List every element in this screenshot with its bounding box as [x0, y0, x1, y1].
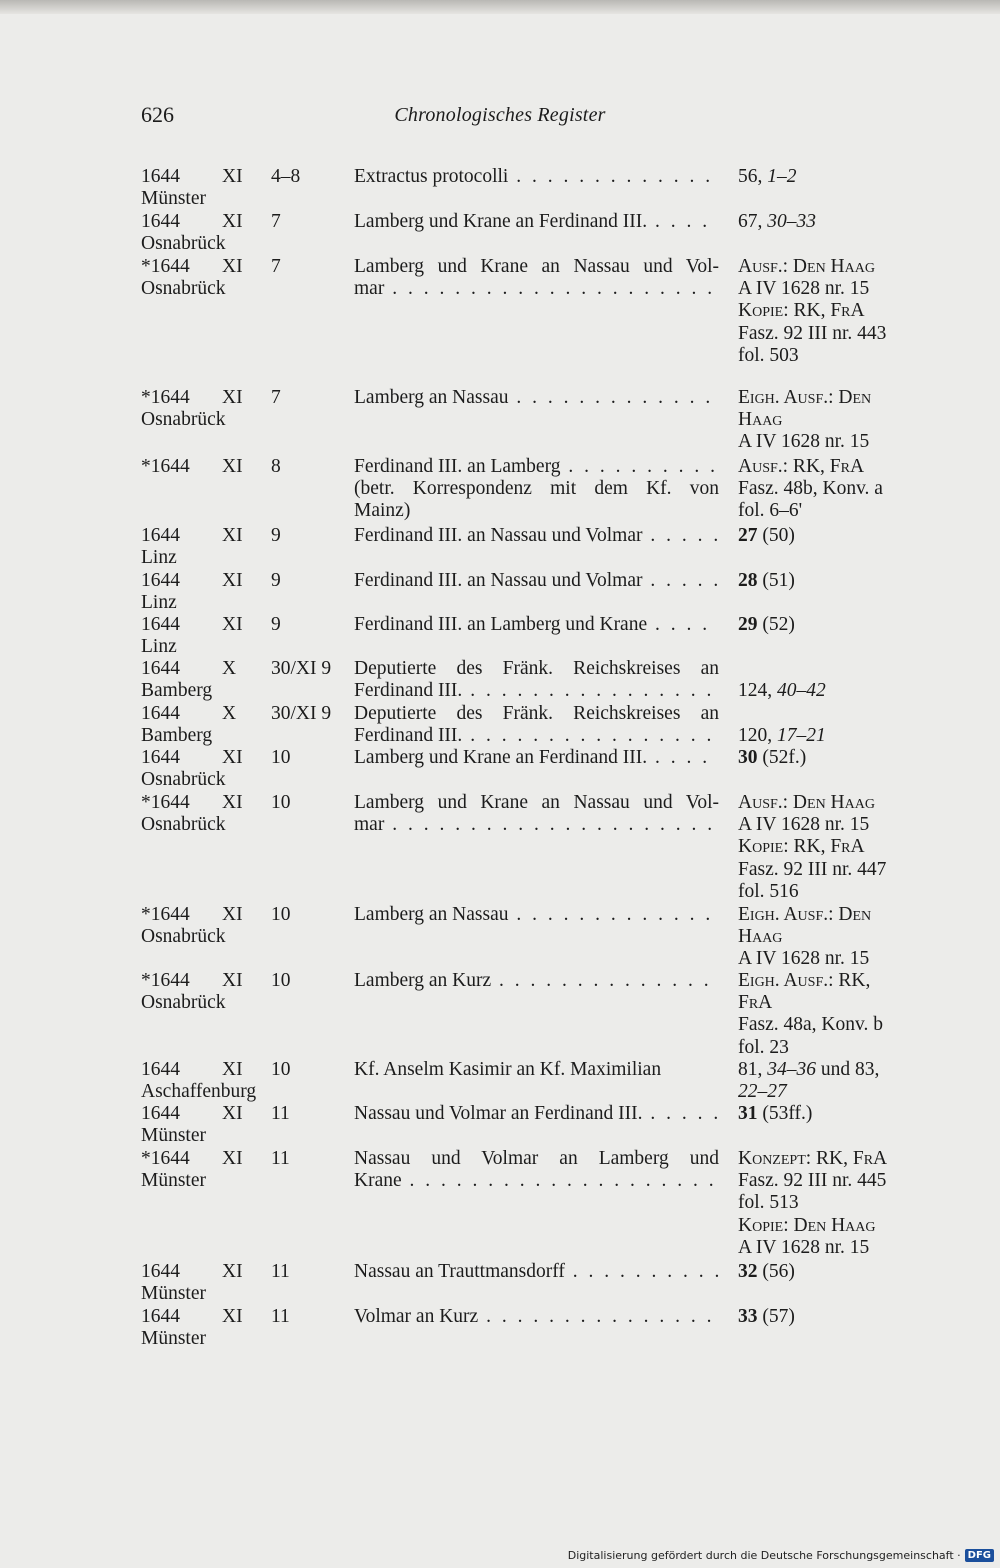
entry-day: 11 — [271, 1261, 290, 1282]
entry-place: Münster — [141, 1328, 206, 1349]
entry-reference: Ausf.: RK, FrA Fasz. 48b, Konv. a fol. 6–6' — [738, 456, 883, 522]
entry-reference: Eigh. Ausf.: Den Haag A IV 1628 nr. 15 — [738, 387, 872, 453]
entry-month: XI — [222, 1306, 243, 1327]
entry-description: Lamberg und Krane an Ferdinand III. . . . — [354, 747, 719, 769]
entry-day: 9 — [271, 614, 281, 635]
entry-reference: 27 (50) — [738, 525, 795, 546]
entry-day: 7 — [271, 211, 281, 232]
entry-description: Lamberg an Nassau . . . — [354, 387, 719, 409]
entry-month: XI — [222, 614, 243, 635]
entry-reference: 32 (56) — [738, 1261, 795, 1282]
entry-day: 10 — [271, 904, 291, 925]
entry-place: Linz — [141, 547, 177, 568]
entry-reference: Eigh. Ausf.: Den Haag A IV 1628 nr. 15 — [738, 904, 872, 970]
entry-month: XI — [222, 904, 243, 925]
ref-page: 56, — [738, 166, 768, 187]
entry-day: 7 — [271, 387, 281, 408]
entry-day: 11 — [271, 1103, 290, 1124]
entry-year: 1644 — [141, 1306, 180, 1327]
entry-description: Ferdinand III. an Nassau und Volmar . . . — [354, 525, 719, 547]
entry-month: XI — [222, 570, 243, 591]
entry-place: Bamberg — [141, 725, 213, 746]
entry-day: 30/XI 9 — [271, 658, 332, 679]
entry-year: *1644 — [141, 1148, 190, 1169]
entry-place: Bamberg — [141, 680, 213, 701]
page-number: 626 — [141, 102, 174, 127]
entry-year: 1644 — [141, 747, 180, 768]
entry-month: XI — [222, 525, 243, 546]
entry-description: Volmar an Kurz . . . — [354, 1306, 719, 1328]
entry-month: XI — [222, 792, 243, 813]
entry-place: Osnabrück — [141, 233, 226, 254]
entry-reference: 124, 40–42 — [738, 680, 826, 702]
entry-place: Münster — [141, 188, 206, 209]
entry-year: 1644 — [141, 1059, 180, 1080]
entry-description: Kf. Anselm Kasimir an Kf. Maximilian — [354, 1059, 662, 1080]
entry-description: Deputierte des Fränk. Reichskreises an Ferdinand III. . . . — [354, 658, 719, 702]
entry-place: Münster — [141, 1283, 206, 1304]
entry-description: Nassau und Volmar an Ferdinand III. . . . — [354, 1103, 719, 1125]
entry-month: XI — [222, 456, 243, 477]
entry-year: *1644 — [141, 904, 190, 925]
entry-reference: Eigh. Ausf.: RK, FrA Fasz. 48a, Konv. b fol. 23 — [738, 970, 883, 1058]
entry-description: Lamberg an Kurz . . . — [354, 970, 719, 992]
entry-year: *1644 — [141, 970, 190, 991]
entry-reference: Ausf.: Den Haag A IV 1628 nr. 15 Kopie: RK, FrA Fasz. 92 III nr. 443 fol. 503 — [738, 256, 887, 366]
entry-day: 9 — [271, 570, 281, 591]
entry-place: Linz — [141, 592, 177, 613]
entry-year: 1644 — [141, 525, 180, 546]
entry-description: Lamberg an Nassau . . . — [354, 904, 719, 926]
entry-day: 7 — [271, 256, 281, 277]
entry-reference: 29 (52) — [738, 614, 795, 635]
entry-year: 1644 — [141, 614, 180, 635]
entry-month: XI — [222, 1148, 243, 1169]
entry-reference: 33 (57) — [738, 1306, 795, 1327]
entry-place: Osnabrück — [141, 926, 226, 947]
entry-month: XI — [222, 970, 243, 991]
entry-day: 30/XI 9 — [271, 703, 332, 724]
entry-reference: Ausf.: Den Haag A IV 1628 nr. 15 Kopie: RK, FrA Fasz. 92 III nr. 447 fol. 516 — [738, 792, 887, 902]
entry-day: 9 — [271, 525, 281, 546]
entry-day: 10 — [271, 1059, 291, 1080]
entry-description: Ferdinand III. an Lamberg und Krane . . . — [354, 614, 719, 636]
entry-day: 8 — [271, 456, 281, 477]
ref-lines: 1–2 — [767, 166, 797, 187]
entry-day: 10 — [271, 792, 291, 813]
entry-reference: Konzept: RK, FrA Fasz. 92 III nr. 445 fol. 513 Kopie: Den Haag A IV 1628 nr. 15 — [738, 1148, 888, 1258]
entry-month: XI — [222, 1261, 243, 1282]
entry-month: X — [222, 703, 237, 724]
entry-description: Extractus protocolli . . . — [354, 166, 719, 188]
entry-year: 1644 — [141, 166, 180, 187]
entry-reference: 30 (52f.) — [738, 747, 807, 768]
entry-description: Nassau an Trauttmansdorff . . . — [354, 1261, 719, 1283]
entry-reference: 67, 30–33 — [738, 211, 816, 232]
entry-description: Nassau und Volmar an Lamberg und Krane . . . — [354, 1148, 719, 1192]
entry-description: Ferdinand III. an Nassau und Volmar . . . — [354, 570, 719, 592]
entry-year: *1644 — [141, 456, 190, 477]
entry-description: Lamberg und Krane an Nassau und Vol- mar . . . — [354, 792, 719, 836]
entry-place: Aschaffenburg — [141, 1081, 257, 1102]
entry-place: Linz — [141, 636, 177, 657]
entry-description: Lamberg und Krane an Ferdinand III. . . . — [354, 211, 719, 233]
entry-month: X — [222, 658, 237, 679]
entry-month: XI — [222, 166, 243, 187]
credit-text: Digitalisierung gefördert durch die Deutsche Forschungsgemeinschaft · — [567, 1549, 961, 1562]
entry-day: 10 — [271, 747, 291, 768]
digitization-credit — [568, 1549, 994, 1562]
entry-day: 11 — [271, 1306, 290, 1327]
entry-reference: 31 (53ff.) — [738, 1103, 813, 1124]
entry-year: 1644 — [141, 1261, 180, 1282]
entry-year: *1644 — [141, 387, 190, 408]
entry-day: 10 — [271, 970, 291, 991]
entry-year: 1644 — [141, 570, 180, 591]
entry-place: Münster — [141, 1170, 206, 1191]
entry-year: 1644 — [141, 658, 180, 679]
entry-place: Osnabrück — [141, 814, 226, 835]
entry-description: Ferdinand III. an Lamberg . . . (betr. Korrespondenz mit dem Kf. von Mainz) — [354, 456, 719, 523]
entry-year: 1644 — [141, 1103, 180, 1124]
entry-month: XI — [222, 1103, 243, 1124]
entry-place: Osnabrück — [141, 278, 226, 299]
dfg-logo: DFG — [965, 1549, 994, 1562]
entry-reference: 81, 34–36 und 83, 22–27 — [738, 1059, 880, 1103]
entry-year: 1644 — [141, 211, 180, 232]
entry-month: XI — [222, 747, 243, 768]
entry-place: Osnabrück — [141, 769, 226, 790]
entry-year: *1644 — [141, 256, 190, 277]
entry-month: XI — [222, 1059, 243, 1080]
entry-reference — [738, 166, 928, 188]
entry-month: XI — [222, 211, 243, 232]
entry-place: Osnabrück — [141, 992, 226, 1013]
entry-place: Osnabrück — [141, 409, 226, 430]
entry-reference: 120, 17–21 — [738, 725, 826, 747]
entry-year: *1644 — [141, 792, 190, 813]
entry-description: Deputierte des Fränk. Reichskreises an Ferdinand III. . . . — [354, 703, 719, 747]
entry-description: Lamberg und Krane an Nassau und Vol- mar . . . — [354, 256, 719, 300]
entry-day: 11 — [271, 1148, 290, 1169]
running-title: Chronologisches Register — [394, 104, 606, 126]
entry-reference: 28 (51) — [738, 570, 795, 591]
entry-place: Münster — [141, 1125, 206, 1146]
entry-day: 4–8 — [271, 166, 301, 187]
entry-month: XI — [222, 387, 243, 408]
entry-year: 1644 — [141, 703, 180, 724]
entry-month: XI — [222, 256, 243, 277]
